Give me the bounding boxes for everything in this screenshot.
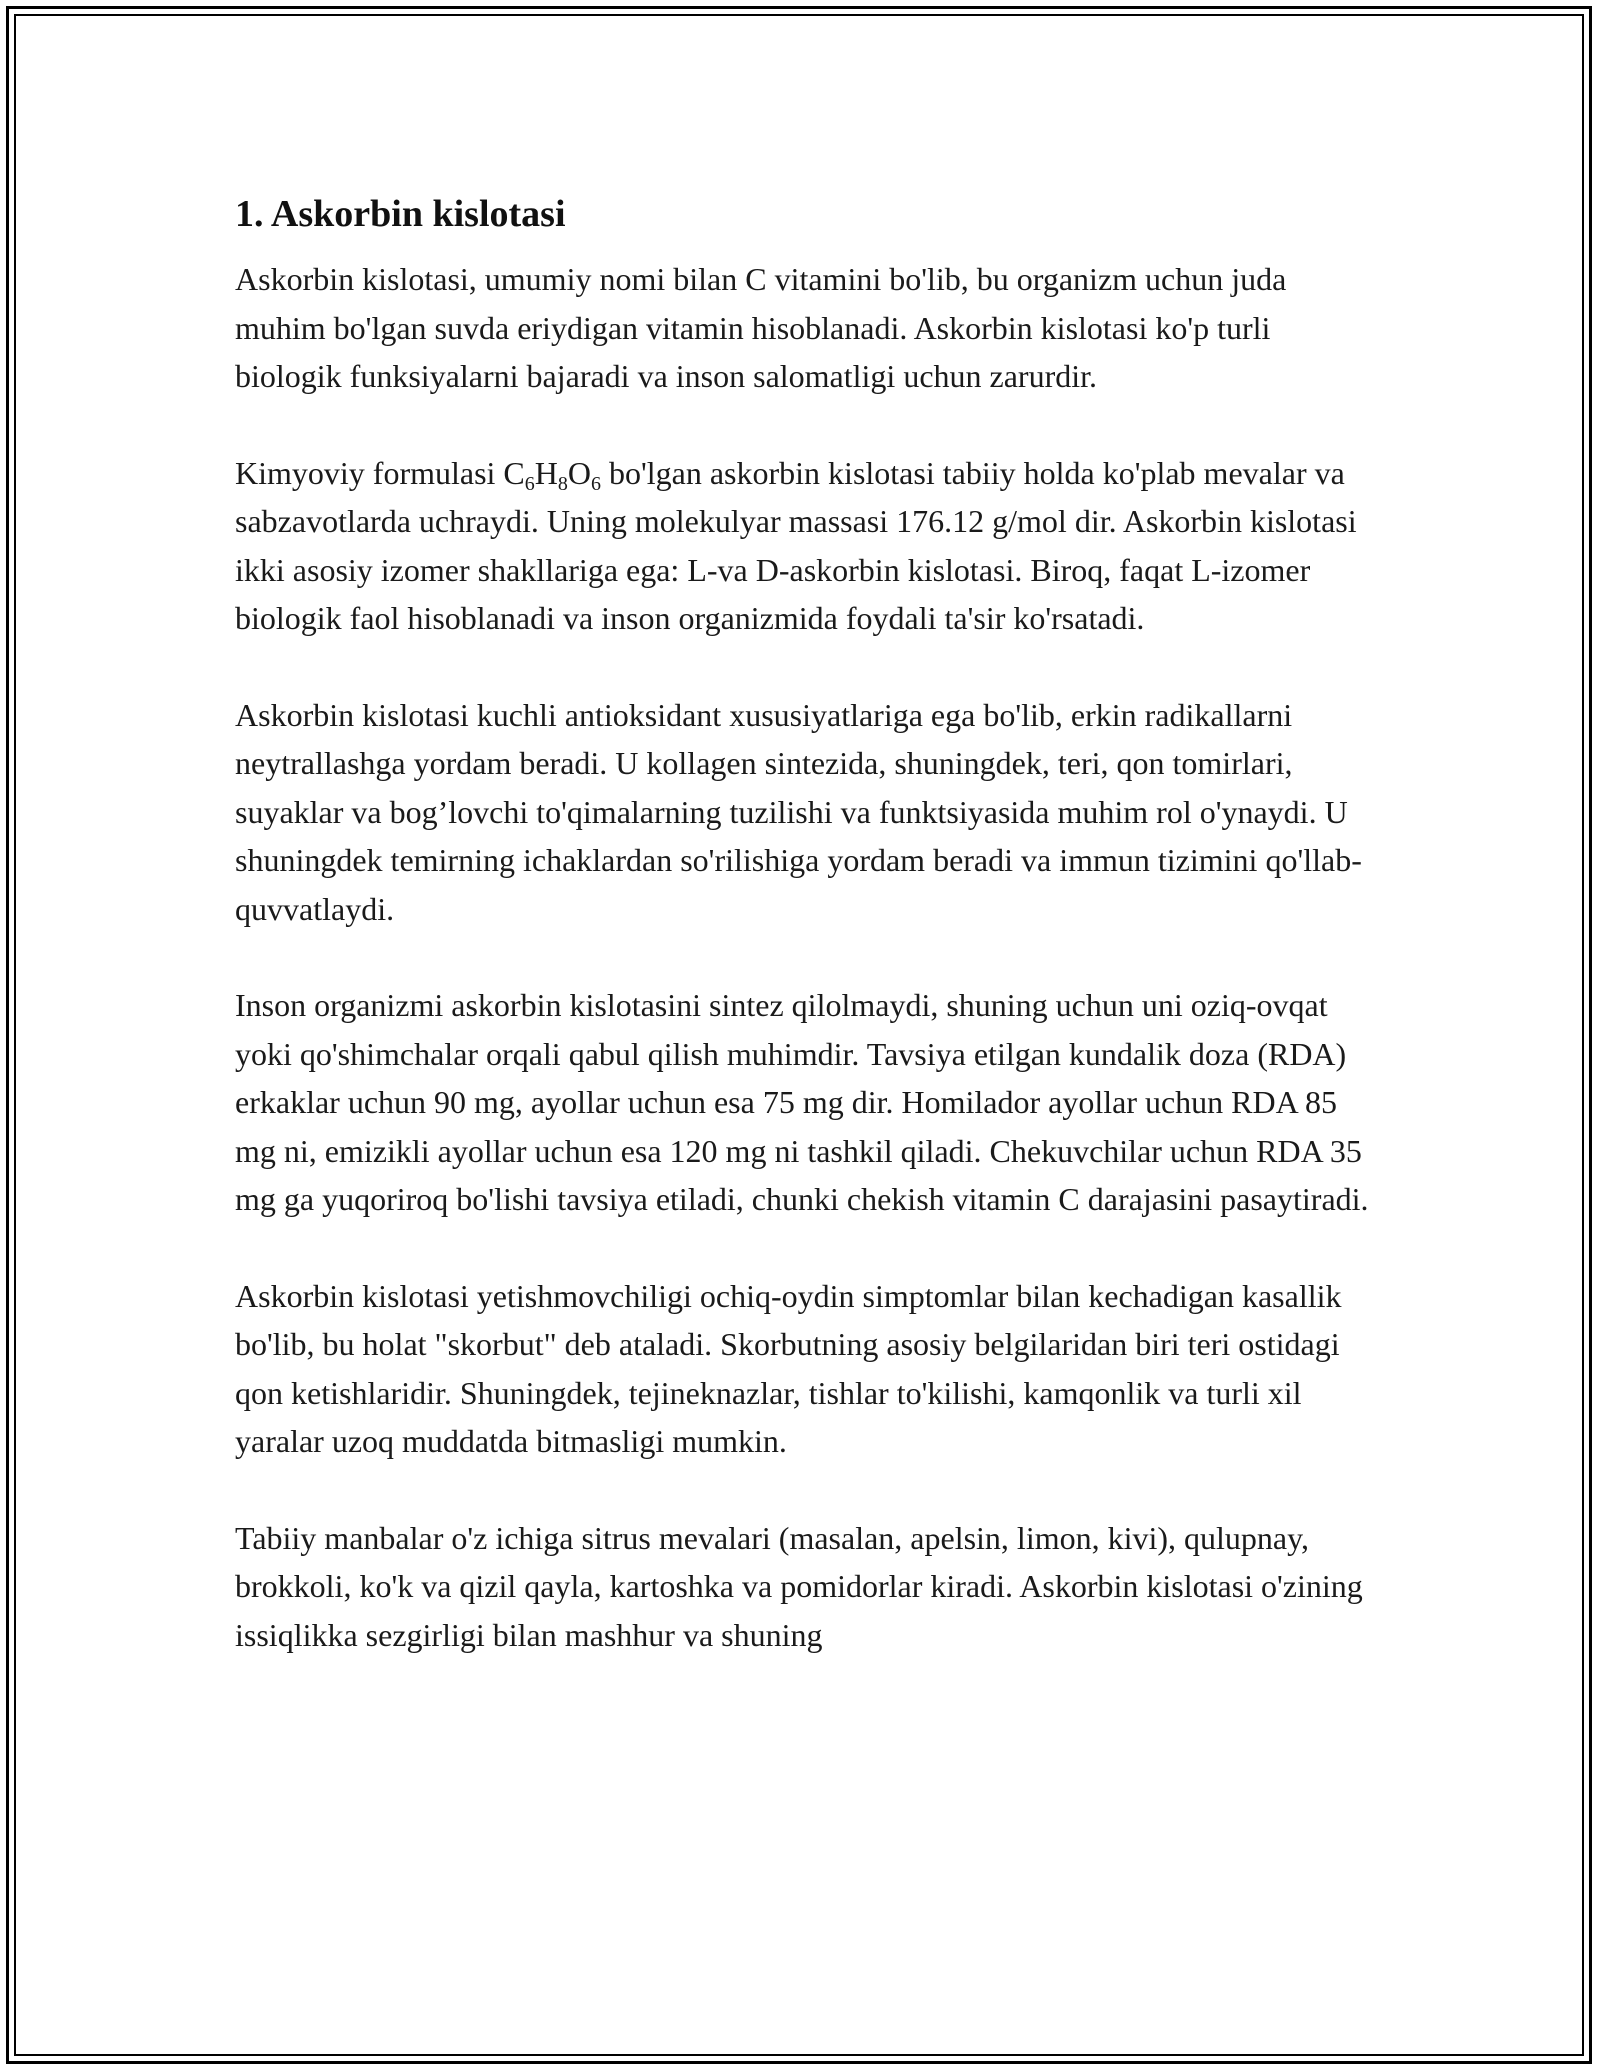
paragraph-rda: Inson organizmi askorbin kislotasini sintez qilolmaydi, shuning uchun uni oziq-ovqat yoki qo'shimchalar orqali qabul qilish muhimdir. Tavsiya etilgan kundalik doza (RDA) erkaklar uchun 90 mg, ayollar uchun esa 75 mg dir. Homilador ayollar uchun RDA 85 mg ni, emizikli ayollar uchun esa 120 mg ni tashkil qiladi. Chekuvchilar uchun RDA 35 mg ga yuqoriroq bo'lishi tavsiya etiladi, chunki chekish vitamin C darajasini pasaytiradi. [235,987,1369,1217]
formula-trail-text: bo'lgan askorbin kislotasi tabiiy holda ko'plab mevalar va sabzavotlarda uchraydi. Uning molekulyar massasi 176.12 g/mol dir. Askorbin kislotasi ikki asosiy izomer shakllariga ega: L-va D-askorbin kislotasi. Biroq, faqat L-izomer biologik faol hisoblanadi va inson organizmida foydali ta'sir ko'rsatadi. [235,454,1357,636]
paragraph-antioxidant: Askorbin kislotasi kuchli antioksidant xususiyatlariga ega bo'lib, erkin radikallarni neytrallashga yordam beradi. U kollagen sintezida, shuningdek, teri, qon tomirlari, suyaklar va bog’lovchi to'qimalarning tuzilishi va funktsiyasida muhim rol o'ynaydi. U shuningdek temirning ichaklardan so'rilishiga yordam beradi va immun tizimini qo'llab-quvvatlaydi. [235,696,1362,927]
paragraph-formula [235,449,1375,643]
formula-lead-text: Kimyoviy formulasi [235,454,504,491]
chemical-formula: $C_6H_8O_6$ [503,454,601,495]
section-heading: 1. Askorbin kislotasi [235,193,566,235]
document-body [235,185,1375,1707]
paragraph-intro: Askorbin kislotasi, umumiy nomi bilan C vitamini bo'lib, bu organizm uchun juda muhim bo'lgan suvda eriydigan vitamin hisoblanadi. Askorbin kislotasi ko'p turli biologik funksiyalarni bajaradi va inson salomatligi uchun zarurdir. [235,261,1287,394]
paragraph-deficiency: Askorbin kislotasi yetishmovchiligi ochiq-oydin simptomlar bilan kechadigan kasallik bo'lib, bu holat "skorbut" deb ataladi. Skorbutning asosiy belgilaridan biri teri ostidagi qon ketishlaridir. Shuningdek, tejineknazlar, tishlar to'kilishi, kamqonlik va turli xil yaralar uzoq muddatda bitmasligi mumkin. [235,1277,1342,1459]
paragraph-sources: Tabiiy manbalar o'z ichiga sitrus mevalari (masalan, apelsin, limon, kivi), qulupnay, brokkoli, ko'k va qizil qayla, kartoshka va pomidorlar kiradi. Askorbin kislotasi o'zining issiqlikka sezgirligi bilan mashhur va shuning [235,1519,1363,1653]
